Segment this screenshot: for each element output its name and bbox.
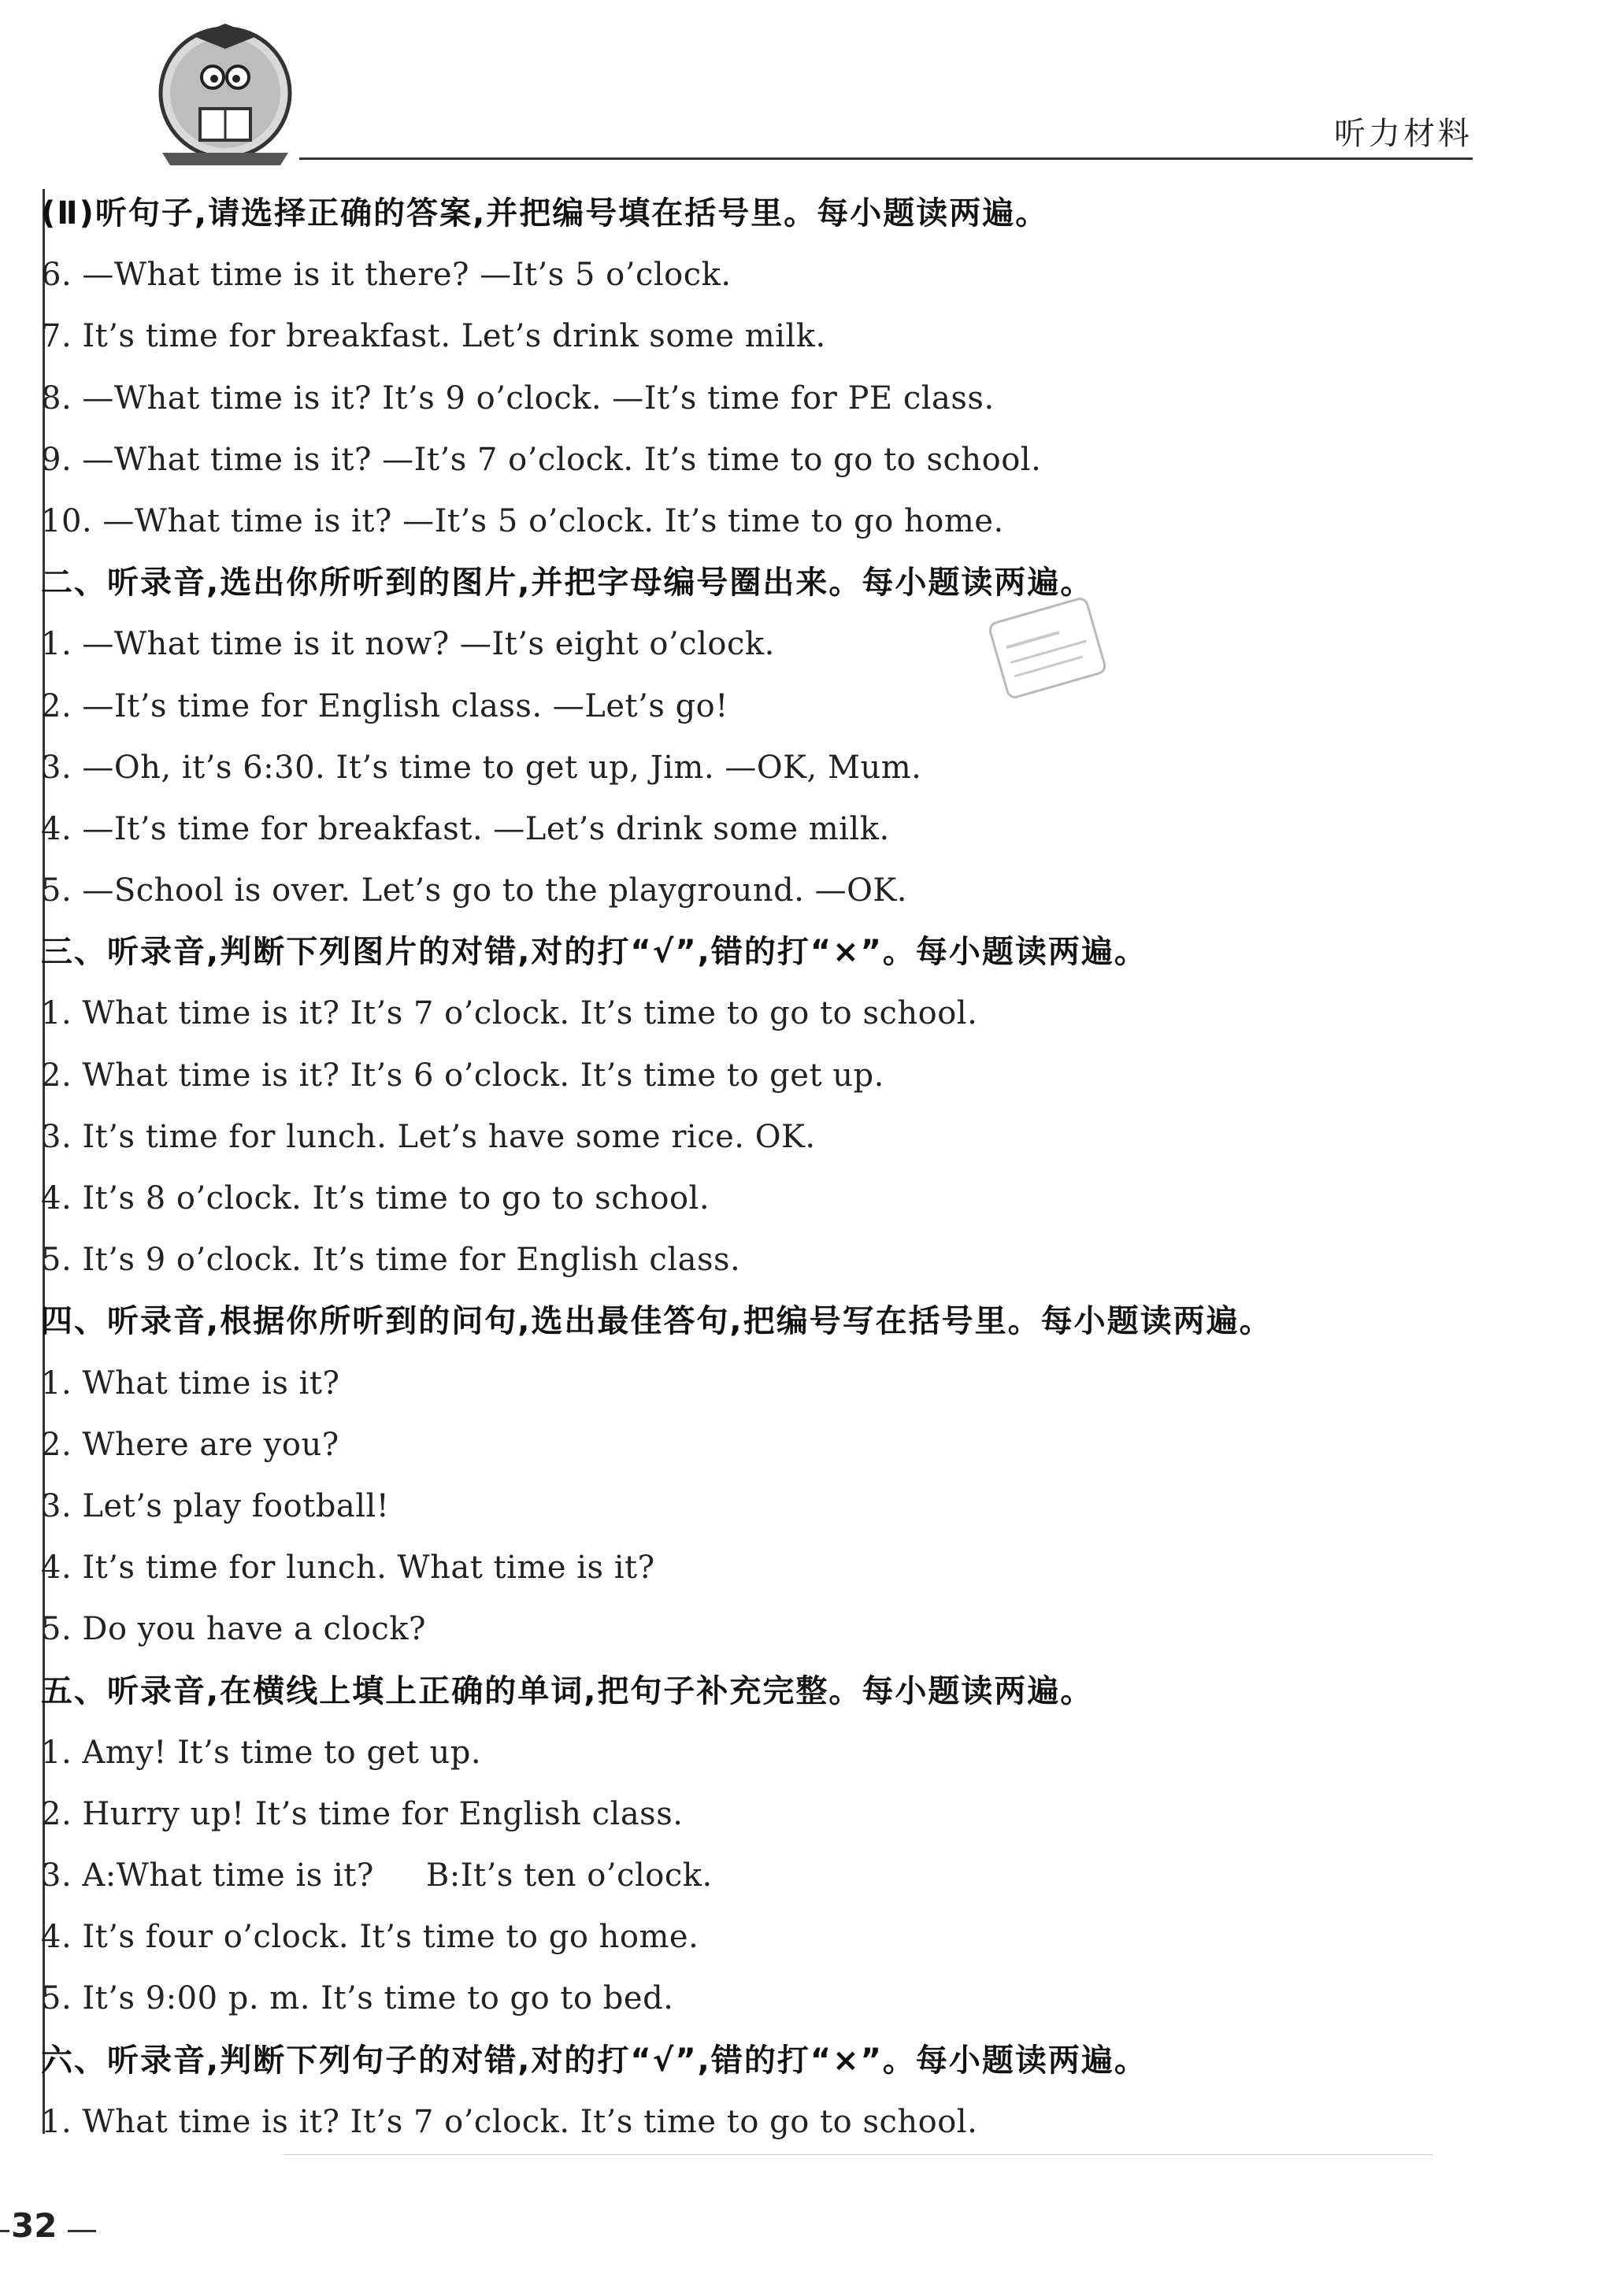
section-heading: (Ⅱ)听句子,请选择正确的答案,并把编号填在括号里。每小题读两遍。 [41,195,1049,231]
section-heading: 二、听录音,选出你所听到的图片,并把字母编号圈出来。每小题读两遍。 [41,565,1094,602]
list-item: 3. —Oh, it’s 6:30. It’s time to get up, Jim. —OK, Mum. [41,749,922,786]
section-heading: 三、听录音,判断下列图片的对错,对的打“√”,错的打“×”。每小题读两遍。 [41,934,1147,971]
list-item: 1. Amy! It’s time to get up. [41,1734,482,1771]
list-item: 3. A:What time is it? B:It’s ten o’clock. [41,1857,713,1894]
section-heading: 四、听录音,根据你所听到的问句,选出最佳答句,把编号写在括号里。每小题读两遍。 [41,1303,1273,1340]
list-item: 1. What time is it? It’s 7 o’clock. It’s time to go to school. [41,2103,978,2140]
section-heading: 五、听录音,在横线上填上正确的单词,把句子补充完整。每小题读两遍。 [41,1672,1094,1709]
page-number-dash [68,2230,96,2232]
list-item: 4. —It’s time for breakfast. —Let’s drink some milk. [41,810,890,847]
list-item: 1. What time is it? [41,1365,340,1402]
list-item: 10. —What time is it? —It’s 5 o’clock. It’s time to go home. [41,502,1004,539]
list-item: 7. It’s time for breakfast. Let’s drink some milk. [41,318,826,355]
list-item: 4. It’s 8 o’clock. It’s time to go to school. [41,1180,710,1217]
list-item: 9. —What time is it? —It’s 7 o’clock. It’s time to go to school. [41,441,1042,478]
list-item: 8. —What time is it? It’s 9 o’clock. —It’s time for PE class. [41,380,995,417]
list-item: 2. Where are you? [41,1426,339,1463]
list-item: 2. —It’s time for English class. —Let’s go! [41,687,728,724]
list-item: 3. It’s time for lunch. Let’s have some rice. OK. [41,1118,816,1155]
list-item: 2. What time is it? It’s 6 o’clock. It’s time to get up. [41,1057,884,1094]
page-header-title: 听力材料 [1334,116,1473,152]
list-item: 5. It’s 9 o’clock. It’s time for English class. [41,1242,741,1279]
list-item: 5. Do you have a clock? [41,1611,426,1648]
header-rule [299,157,1473,160]
footer-rule [284,2154,1433,2155]
list-item: 1. —What time is it now? —It’s eight o’clock. [41,626,775,663]
page-number: 32 [11,2206,57,2245]
list-item: 4. It’s four o’clock. It’s time to go home. [41,1919,699,1956]
list-item: 3. Let’s play football! [41,1487,390,1524]
list-item: 4. It’s time for lunch. What time is it? [41,1550,655,1587]
list-item: 5. It’s 9:00 p. m. It’s time to go to bed. [41,1980,674,2017]
listening-material [41,183,1474,2153]
list-item: 2. Hurry up! It’s time for English class. [41,1795,684,1832]
list-item: 6. —What time is it there? —It’s 5 o’clock. [41,257,732,294]
reading-bird-logo-icon [146,20,304,178]
list-item: 5. —School is over. Let’s go to the playground. —OK. [41,872,908,909]
page-number-dash [0,2230,9,2232]
list-item: 1. What time is it? It’s 7 o’clock. It’s time to go to school. [41,995,978,1032]
section-heading: 六、听录音,判断下列句子的对错,对的打“√”,错的打“×”。每小题读两遍。 [41,2042,1147,2079]
